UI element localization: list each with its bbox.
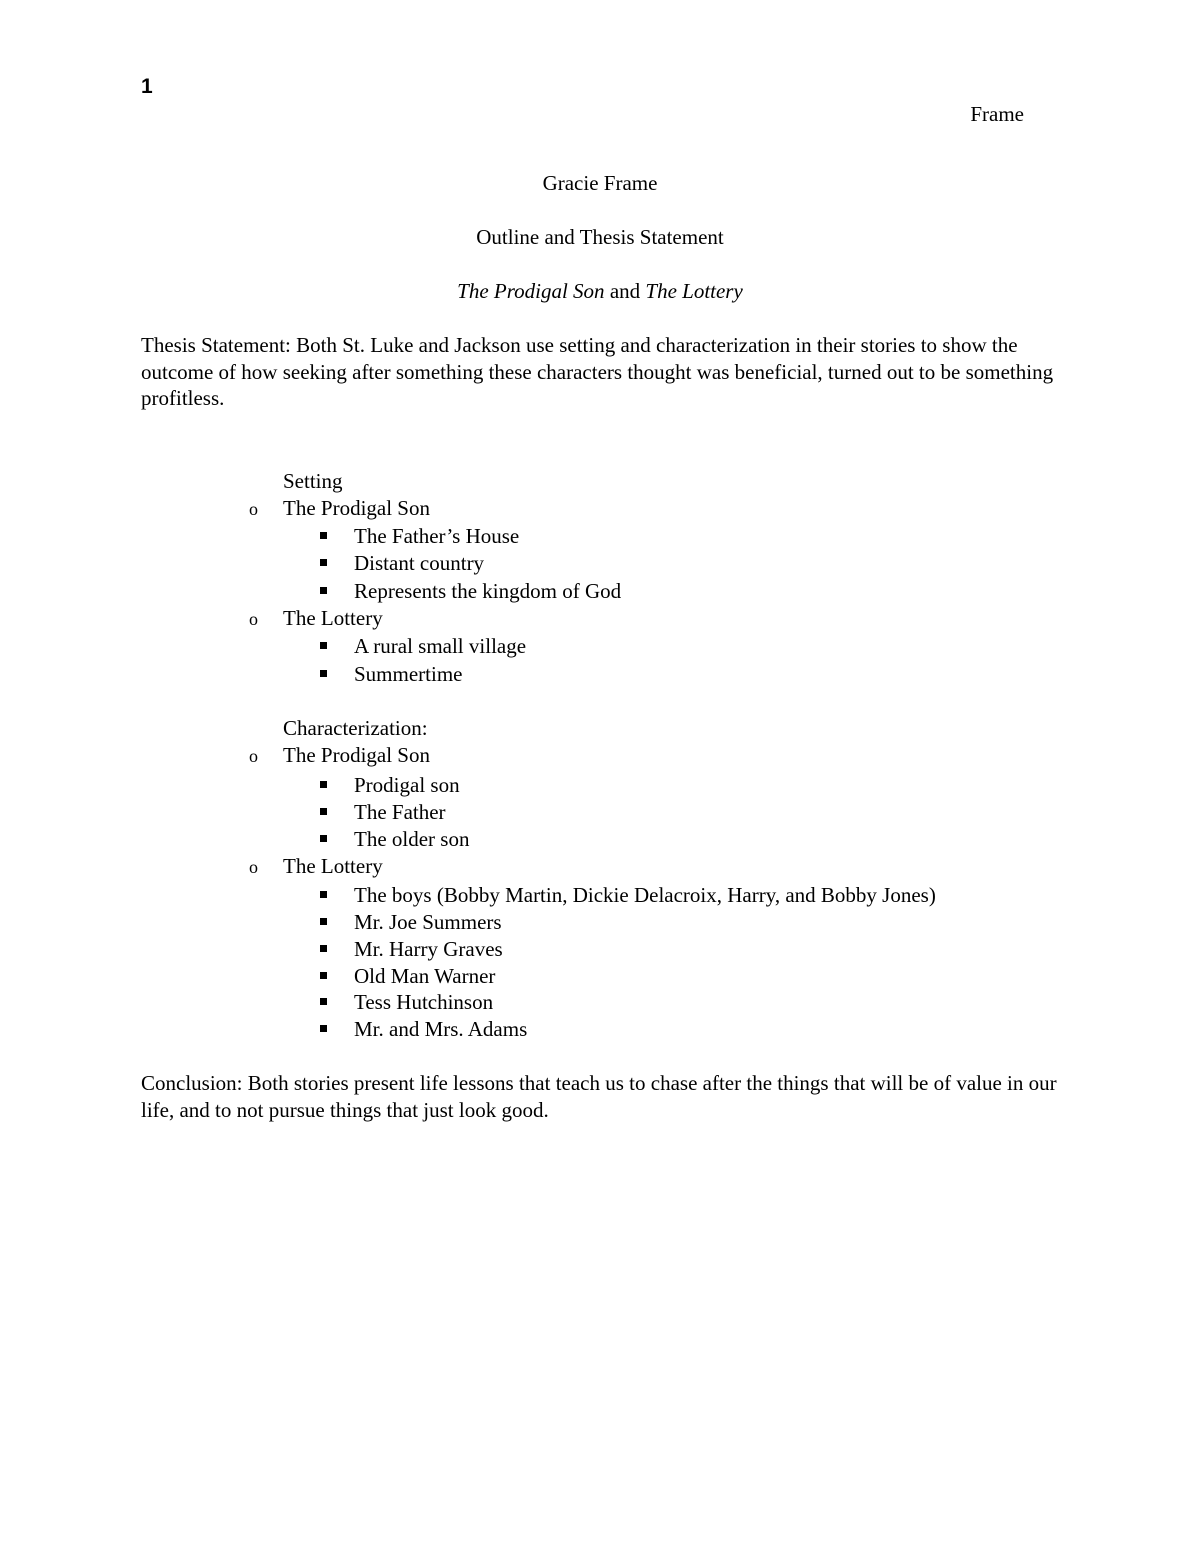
outline-group [0, 742, 1200, 769]
outline-group-label: The Prodigal Son [283, 743, 430, 767]
outline-item [0, 963, 1200, 990]
square-bullet-icon [320, 891, 327, 898]
outline-item [0, 578, 1200, 605]
outline-item-text: Represents the kingdom of God [354, 579, 622, 603]
outline-item-text: The boys (Bobby Martin, Dickie Delacroix, Harry, and Bobby Jones) [354, 883, 936, 907]
outline-item-text: Old Man Warner [354, 964, 496, 988]
square-bullet-icon [320, 781, 327, 788]
outline-item-text: The Father’s House [354, 524, 520, 548]
outline-item [0, 772, 1200, 799]
outline-group-label: The Lottery [283, 606, 383, 630]
author-name: Gracie Frame [542, 171, 658, 195]
outline-group-label: The Lottery [283, 854, 383, 878]
square-bullet-icon [320, 918, 327, 925]
outline-group [0, 853, 1200, 880]
circle-bullet-icon: o [249, 499, 258, 519]
outline-item [0, 633, 1200, 660]
square-bullet-icon [320, 808, 327, 815]
outline-item [0, 523, 1200, 550]
running-head: Frame [970, 102, 1024, 126]
outline-item-text: The Father [354, 800, 446, 824]
square-bullet-icon [320, 642, 327, 649]
square-bullet-icon [320, 972, 327, 979]
conclusion-paragraph: Conclusion: Both stories present life lessons that teach us to chase after the things that will be of value in our life, and to not pursue things that just look good. [141, 1071, 1057, 1122]
subtitle-conjunction: and [604, 279, 646, 303]
page-number: 1 [141, 75, 153, 98]
outline-heading-setting: Setting [283, 469, 343, 493]
outline-item [0, 799, 1200, 826]
square-bullet-icon [320, 998, 327, 1005]
outline-item-text: Summertime [354, 662, 463, 686]
outline-group-label: The Prodigal Son [283, 496, 430, 520]
outline-item-text: Mr. Joe Summers [354, 910, 502, 934]
outline-item-text: Prodigal son [354, 773, 460, 797]
outline-item-text: Distant country [354, 551, 485, 575]
outline-group [0, 495, 1200, 522]
outline-item-text: The older son [354, 827, 470, 851]
outline-item [0, 882, 1200, 909]
square-bullet-icon [320, 835, 327, 842]
outline-group [0, 605, 1200, 632]
outline-item [0, 550, 1200, 577]
work-title-prodigal-son: The Prodigal Son [457, 279, 605, 303]
circle-bullet-icon: o [249, 609, 258, 629]
outline-item [0, 936, 1200, 963]
square-bullet-icon [320, 1025, 327, 1032]
work-title-the-lottery: The Lottery [645, 279, 743, 303]
outline-item [0, 989, 1200, 1016]
circle-bullet-icon: o [249, 857, 258, 877]
outline-item-text: A rural small village [354, 634, 527, 658]
outline-item-text: Tess Hutchinson [354, 990, 494, 1014]
outline-item-text: Mr. and Mrs. Adams [354, 1017, 528, 1041]
outline-item [0, 826, 1200, 853]
outline-heading-characterization: Characterization: [283, 716, 428, 740]
outline-item [0, 1016, 1200, 1043]
document-subtitle [0, 278, 1200, 304]
square-bullet-icon [320, 587, 327, 594]
square-bullet-icon [320, 945, 327, 952]
circle-bullet-icon: o [249, 746, 258, 766]
square-bullet-icon [320, 670, 327, 677]
outline-item [0, 909, 1200, 936]
outline-item [0, 661, 1200, 688]
square-bullet-icon [320, 532, 327, 539]
document-title: Outline and Thesis Statement [476, 225, 724, 249]
square-bullet-icon [320, 559, 327, 566]
outline-item-text: Mr. Harry Graves [354, 937, 503, 961]
thesis-statement: Thesis Statement: Both St. Luke and Jackson use setting and characterization in their stories to show the outcome of how seeking after something these characters thought was beneficial, turned out to be something profitless. [141, 333, 1054, 411]
